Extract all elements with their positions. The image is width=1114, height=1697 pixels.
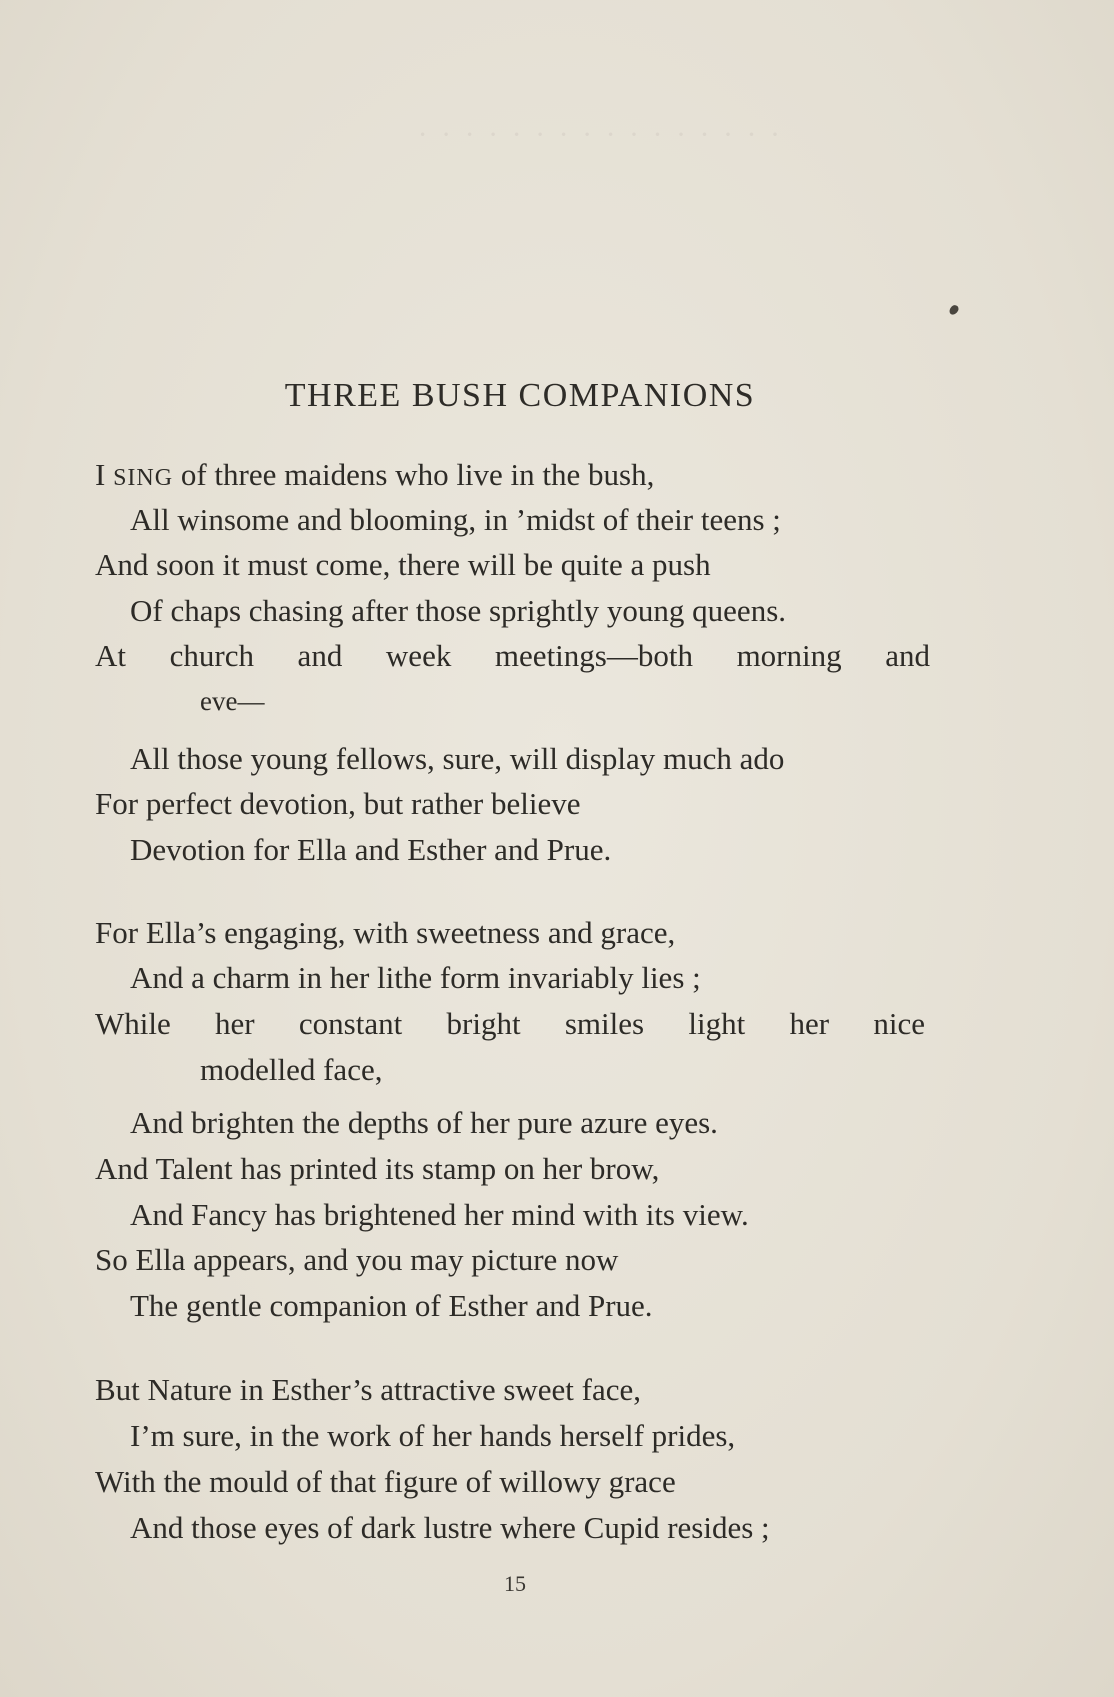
poem-line: With the mould of that figure of willowy grace xyxy=(95,1464,676,1499)
poem-line: Devotion for Ella and Esther and Prue. xyxy=(130,832,612,867)
poem-line: All winsome and blooming, in ’midst of their teens ; xyxy=(130,502,781,537)
poem-line: I’m sure, in the work of her hands herself prides, xyxy=(130,1418,736,1453)
poem-line: And a charm in her lithe form invariably lies ; xyxy=(130,960,701,995)
poem-line: Of chaps chasing after those sprightly young queens. xyxy=(130,593,787,628)
poem-line: At church and week meetings—both morning and xyxy=(95,638,930,673)
show-through-text: · · · · · · · · · · · · · · · · xyxy=(414,118,780,151)
poem-title: THREE BUSH COMPANIONS xyxy=(284,377,756,414)
poem-line: While her constant bright smiles light her nice xyxy=(95,1006,925,1041)
poem-line: And Talent has printed its stamp on her brow, xyxy=(95,1151,660,1186)
drop-initial: I xyxy=(95,457,106,492)
poem-line: And Fancy has brightened her mind with its view. xyxy=(130,1197,749,1232)
poem-line: And those eyes of dark lustre where Cupid resides ; xyxy=(130,1510,770,1545)
poem-line: So Ella appears, and you may picture now xyxy=(95,1242,619,1277)
poem-line: And brighten the depths of her pure azure eyes. xyxy=(130,1105,718,1140)
small-caps-word: SING xyxy=(113,465,174,491)
poem-line xyxy=(95,455,654,498)
poem-line: And soon it must come, there will be quite a push xyxy=(95,547,711,582)
poem-line: For perfect devotion, but rather believe xyxy=(95,786,581,821)
poem-line: For Ella’s engaging, with sweetness and grace, xyxy=(95,915,676,950)
poem-line-text: of three maidens who live in the bush, xyxy=(173,457,655,492)
poem-line: But Nature in Esther’s attractive sweet face, xyxy=(95,1372,642,1407)
ink-speck xyxy=(948,304,959,316)
poem-line-continuation: eve— xyxy=(200,686,265,716)
page-number: 15 xyxy=(504,1571,526,1596)
poem-line: The gentle companion of Esther and Prue. xyxy=(130,1288,653,1323)
poem-line: All those young fellows, sure, will display much ado xyxy=(130,741,785,776)
poem-line-continuation: modelled face, xyxy=(200,1052,383,1087)
